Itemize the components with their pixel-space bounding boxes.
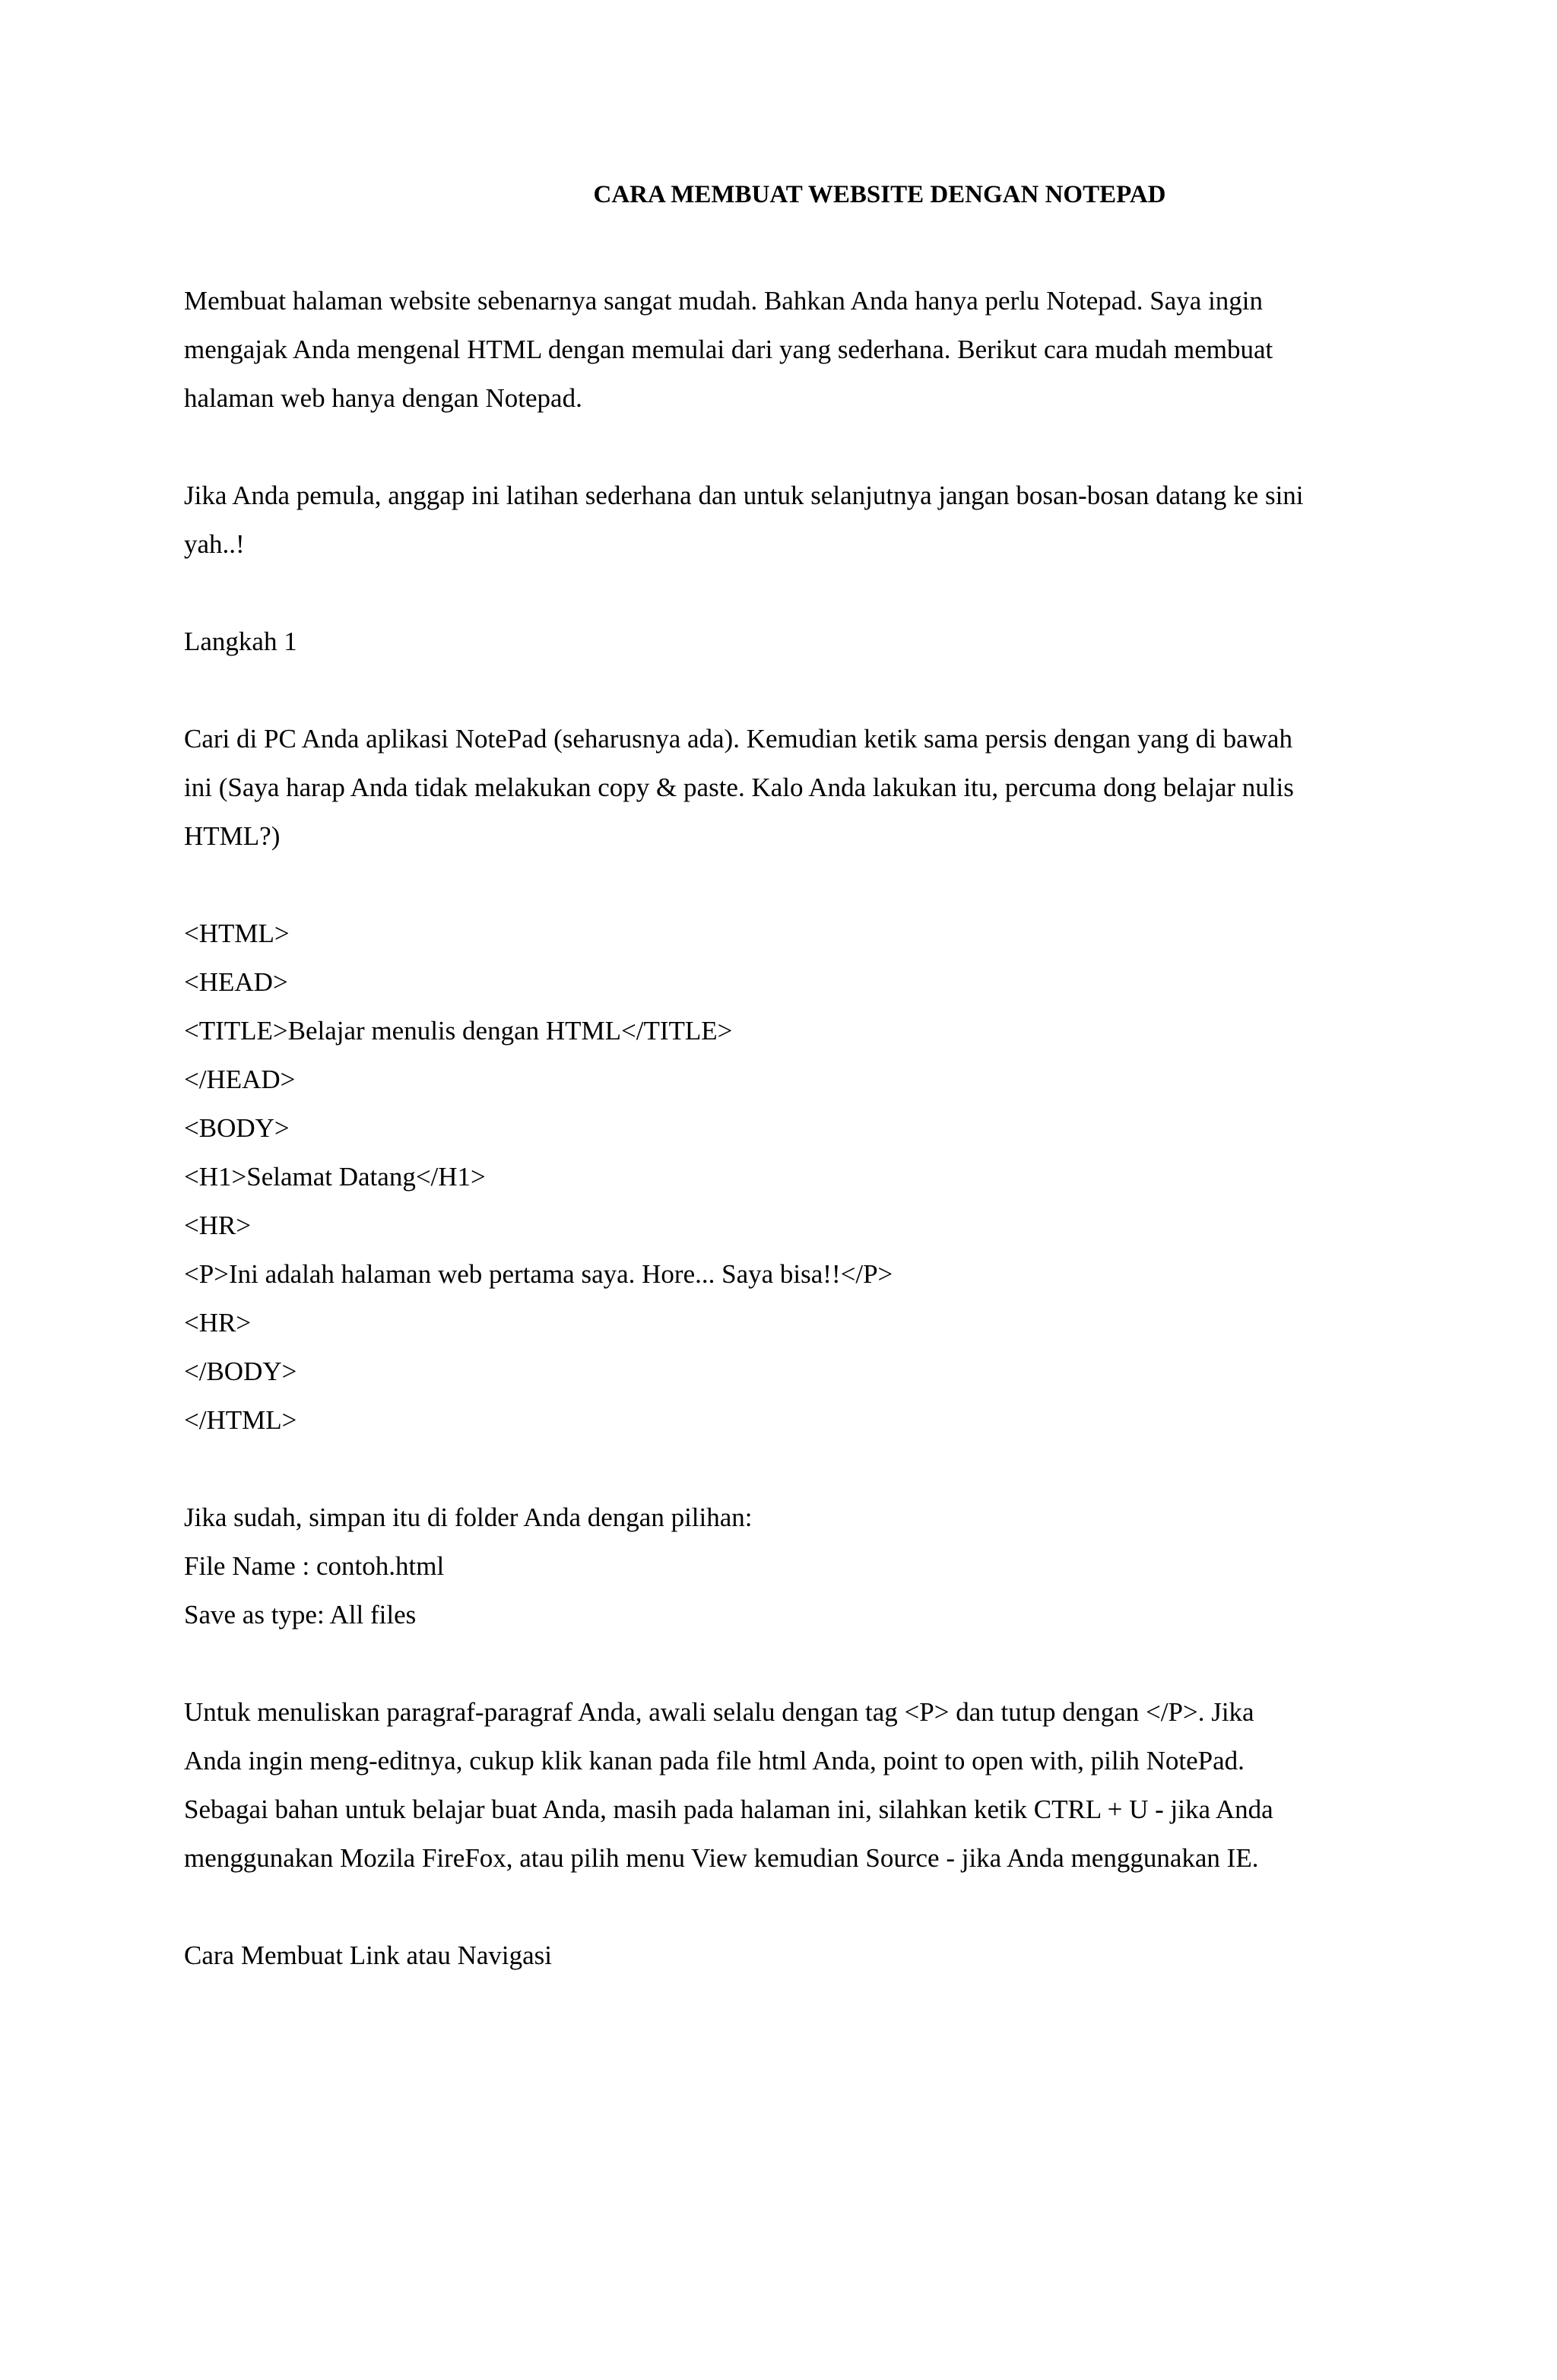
save-instructions (184, 1493, 1385, 1639)
code-line: </BODY> (184, 1357, 297, 1386)
link-heading (184, 1931, 1385, 1980)
intro-line: mengajak Anda mengenal HTML dengan memulai dari yang sederhana. Berikut cara mudah membuat (184, 335, 1273, 364)
beginner-line: yah..! (184, 529, 245, 559)
save-line: Jika sudah, simpan itu di folder Anda dengan pilihan: (184, 1503, 753, 1532)
beginner-paragraph (184, 471, 1385, 569)
save-line: Save as type: All files (184, 1600, 417, 1630)
document-title: CARA MEMBUAT WEBSITE DENGAN NOTEPAD (593, 181, 1166, 208)
intro-line: halaman web hanya dengan Notepad. (184, 383, 582, 413)
tip-line: Sebagai bahan untuk belajar buat Anda, masih pada halaman ini, silahkan ketik CTRL + U - jika Anda (184, 1795, 1273, 1824)
paragraph-tip (184, 1688, 1385, 1883)
step1-paragraph (184, 715, 1385, 861)
step1-line: ini (Saya harap Anda tidak melakukan copy & paste. Kalo Anda lakukan itu, percuma dong belajar nulis (184, 773, 1294, 802)
step1-heading-text: Langkah 1 (184, 627, 297, 656)
code-line: <HR> (184, 1308, 252, 1338)
html-code-block (184, 909, 1385, 1445)
code-line: <P>Ini adalah halaman web pertama saya. Hore... Saya bisa!!</P> (184, 1259, 893, 1289)
code-line: </HTML> (184, 1405, 297, 1435)
save-line: File Name : contoh.html (184, 1551, 445, 1581)
step1-line: HTML?) (184, 821, 281, 851)
step1-heading (184, 617, 1385, 666)
code-line: <BODY> (184, 1113, 290, 1143)
code-line: <HTML> (184, 919, 290, 948)
code-line: </HEAD> (184, 1065, 296, 1094)
tip-line: menggunakan Mozila FireFox, atau pilih menu View kemudian Source - jika Anda menggunakan IE. (184, 1843, 1259, 1873)
document-content (184, 179, 1385, 2029)
code-line: <TITLE>Belajar menulis dengan HTML</TITLE> (184, 1016, 733, 1046)
code-line: <H1>Selamat Datang</H1> (184, 1162, 486, 1192)
intro-paragraph (184, 277, 1385, 423)
code-line: <HR> (184, 1211, 252, 1240)
beginner-line: Jika Anda pemula, anggap ini latihan sederhana dan untuk selanjutnya jangan bosan-bosan datang ke sini (184, 481, 1304, 510)
step1-line: Cari di PC Anda aplikasi NotePad (seharusnya ada). Kemudian ketik sama persis dengan yang di bawah (184, 724, 1292, 754)
tip-line: Anda ingin meng-editnya, cukup klik kanan pada file html Anda, point to open with, pilih NotePad. (184, 1746, 1245, 1775)
link-heading-text: Cara Membuat Link atau Navigasi (184, 1940, 553, 1970)
tip-line: Untuk menuliskan paragraf-paragraf Anda, awali selalu dengan tag <P> dan tutup dengan </P>. Jika (184, 1697, 1254, 1727)
code-line: <HEAD> (184, 967, 288, 997)
intro-line: Membuat halaman website sebenarnya sangat mudah. Bahkan Anda hanya perlu Notepad. Saya ingin (184, 286, 1264, 316)
